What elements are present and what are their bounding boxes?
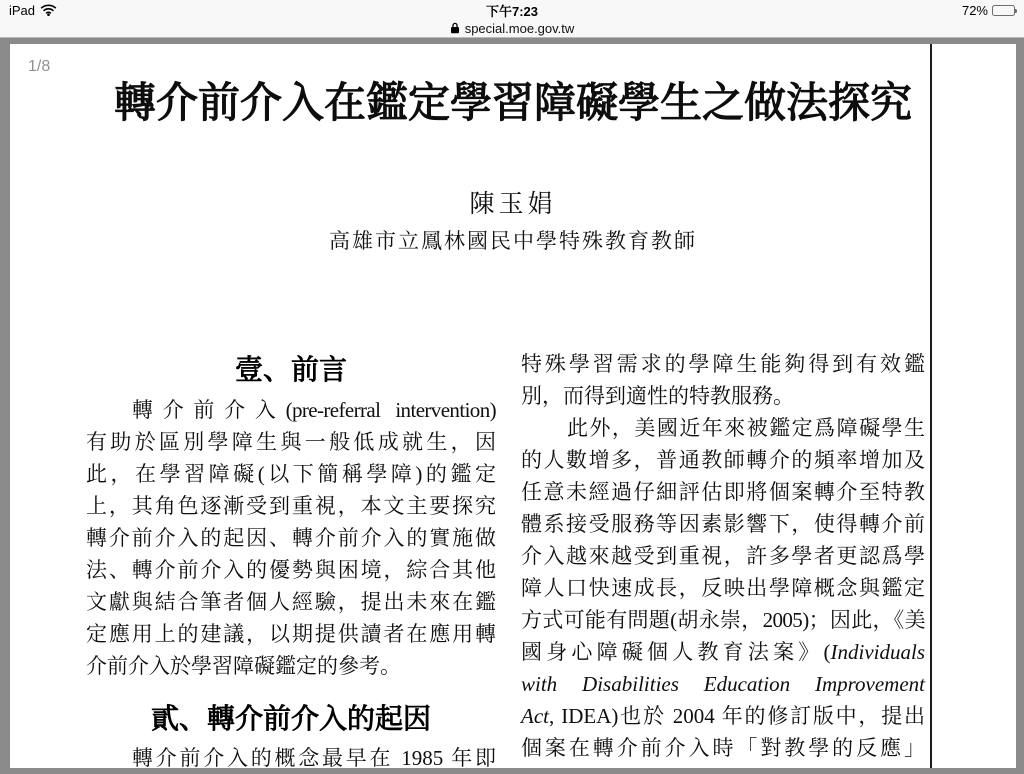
text-line bbox=[521, 732, 925, 764]
safari-address-bar[interactable] bbox=[0, 19, 1024, 37]
text-line bbox=[521, 540, 925, 572]
text-line bbox=[86, 618, 496, 650]
section-heading bbox=[86, 350, 496, 394]
text-line bbox=[86, 650, 496, 682]
text-segment: 壹、前言 bbox=[234, 354, 347, 385]
text-line bbox=[86, 490, 496, 522]
text-segment: Act bbox=[521, 704, 549, 728]
document-author: 陳玉娟 bbox=[469, 191, 557, 218]
status-right bbox=[895, 3, 1015, 18]
text-line bbox=[521, 508, 925, 540]
text-line bbox=[521, 380, 925, 412]
text-line bbox=[521, 444, 925, 476]
text-segment: with Disabilities Education Improvement bbox=[521, 672, 925, 696]
text-segment: 上，其角色逐漸受到重視，本文主要探究 bbox=[86, 494, 496, 518]
text-segment: 定應用上的建議，以期提供讀者在應用轉 bbox=[86, 622, 496, 646]
status-time: 下午7:23 bbox=[485, 3, 539, 19]
battery-percent: 72% bbox=[961, 2, 988, 18]
text-line bbox=[86, 586, 496, 618]
text-segment: 障人口快速成長，反映出學障概念與鑑定 bbox=[521, 576, 925, 600]
text-segment: , IDEA)也於 2004 年的修訂版中，提出 bbox=[548, 704, 925, 728]
text-segment: 此外，美國近年來被鑑定爲障礙學生 bbox=[567, 416, 925, 440]
document-title: 轉介前介入在鑑定學習障礙學生之做法探究 bbox=[113, 81, 912, 127]
text-line bbox=[521, 604, 925, 636]
text-segment: 轉介前介入的起因、轉介前介入的實施做 bbox=[86, 526, 496, 550]
text-line bbox=[521, 572, 925, 604]
status-left bbox=[9, 3, 129, 18]
left-column bbox=[86, 350, 496, 774]
page-indicator: 1/8 bbox=[28, 58, 51, 75]
text-segment: 文獻與結合筆者個人經驗，提出未來在鑑 bbox=[86, 590, 496, 614]
text-line bbox=[521, 412, 925, 444]
page-edge-line bbox=[930, 44, 932, 768]
text-segment: 介前介入於學習障礙鑑定的參考。 bbox=[86, 654, 401, 678]
text-segment: 轉介前介入的概念最早在 1985 年即 bbox=[132, 746, 496, 770]
text-segment: 的人數增多，普通教師轉介的頻率增加及 bbox=[521, 448, 925, 472]
text-line bbox=[521, 348, 925, 380]
text-line bbox=[86, 394, 496, 426]
text-segment: 體系接受服務等因素影響下，使得轉介前 bbox=[521, 512, 925, 536]
text-segment: 介入越來越受到重視，許多學者更認爲學 bbox=[521, 544, 925, 568]
right-column bbox=[521, 348, 925, 764]
text-line bbox=[86, 426, 496, 458]
text-line bbox=[521, 668, 925, 700]
device-label: iPad bbox=[9, 2, 36, 18]
text-segment: 別，而得到適性的特教服務。 bbox=[521, 384, 794, 408]
section-heading bbox=[86, 696, 496, 742]
browser-chrome bbox=[0, 0, 1024, 38]
document-affiliation: 高雄市立鳳林國民中學特殊教育教師 bbox=[329, 229, 697, 253]
text-segment: 貳、轉介前介入的起因 bbox=[150, 703, 431, 734]
text-line bbox=[521, 476, 925, 508]
text-segment: 任意未經過仔細評估即將個案轉介至特教 bbox=[521, 480, 925, 504]
text-line bbox=[521, 636, 925, 668]
battery-icon bbox=[992, 5, 1015, 16]
text-segment: 方式可能有問題(胡永崇，2005)；因此，《美 bbox=[521, 608, 925, 632]
address-domain: special.moe.gov.tw bbox=[464, 20, 575, 36]
pdf-viewer[interactable] bbox=[0, 38, 1024, 768]
text-segment: 個案在轉介前介入時「對教學的反應」 bbox=[521, 736, 925, 760]
document-page bbox=[10, 44, 1016, 768]
text-segment: 法、轉介前介入的優勢與困境，綜合其他 bbox=[86, 558, 496, 582]
wifi-icon bbox=[40, 4, 57, 16]
text-segment: 此，在學習障礙(以下簡稱學障)的鑑定 bbox=[86, 462, 496, 486]
text-segment: 有助於區別學障生與一般低成就生，因 bbox=[86, 430, 496, 454]
text-line bbox=[86, 522, 496, 554]
ios-status-bar bbox=[0, 0, 1024, 20]
text-line bbox=[86, 554, 496, 586]
text-segment: 特殊學習需求的學障生能夠得到有效鑑 bbox=[521, 352, 925, 376]
text-segment: 國身心障礙個人教育法案》( bbox=[521, 640, 831, 664]
text-line bbox=[86, 742, 496, 774]
text-segment: Individuals bbox=[830, 640, 925, 664]
text-line bbox=[86, 458, 496, 490]
text-line bbox=[521, 700, 925, 732]
text-segment: 轉介前介入(pre-referral intervention) bbox=[132, 398, 496, 422]
lock-icon bbox=[450, 22, 460, 34]
